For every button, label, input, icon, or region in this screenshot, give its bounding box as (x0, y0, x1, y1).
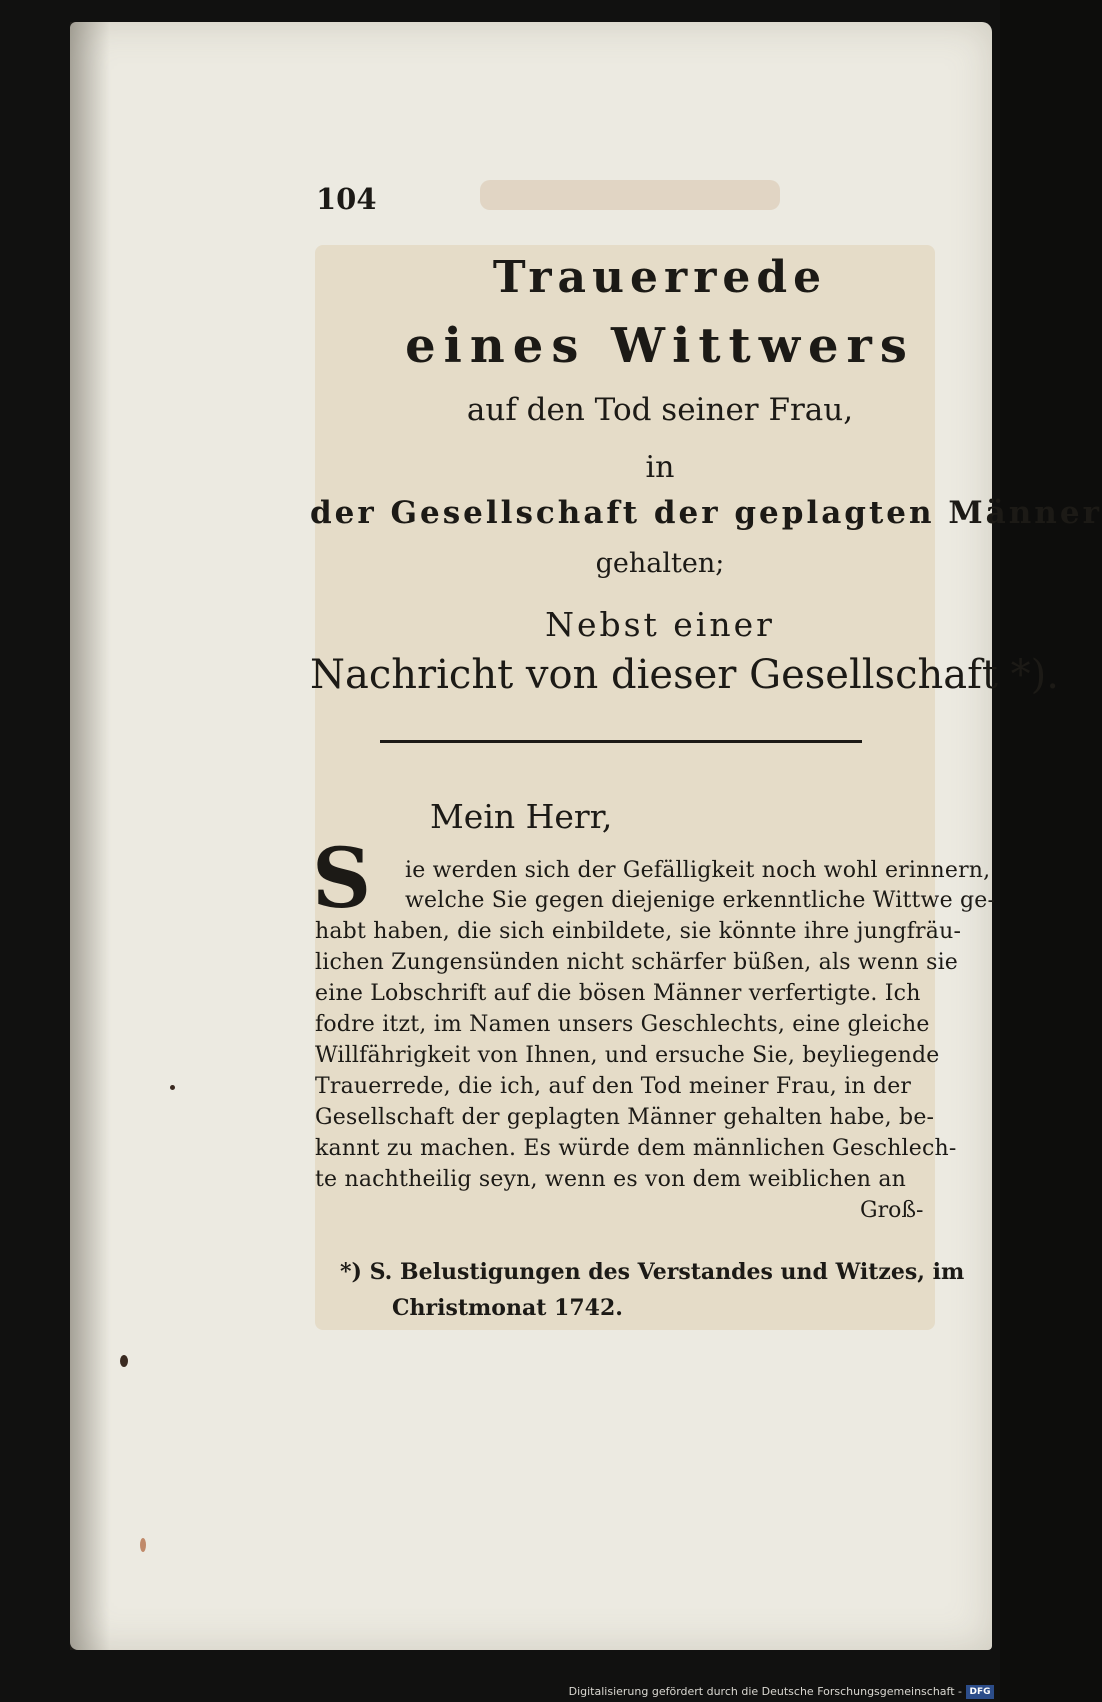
salutation: Mein Herr, (430, 797, 613, 836)
bleed-through-mark (480, 180, 780, 210)
title-line: Trauerrede (492, 252, 828, 303)
body-line: kannt zu machen. Es würde dem männlichen Geschlech- (315, 1136, 957, 1161)
footnote-line: *) S. Belustigungen des Verstandes und Witzes, im (340, 1259, 965, 1285)
body-line: habt haben, die sich einbildete, sie könnte ihre jungfräu- (315, 919, 962, 944)
title-line: auf den Tod seiner Frau, (466, 392, 854, 428)
body-line: Willfährigkeit von Ihnen, und ersuche Sie, beyliegende (315, 1043, 940, 1068)
spine-shadow (70, 22, 110, 1650)
title-line: gehalten; (595, 548, 725, 579)
title-line: der Gesellschaft der geplagten Männer (310, 495, 1102, 531)
divider-rule (380, 740, 862, 743)
catchword: Groß- (860, 1198, 924, 1223)
digitization-credit: Digitalisierung gefördert durch die Deutsche Forschungsgemeinschaft - (568, 1685, 962, 1698)
page-number: 104 (316, 182, 377, 216)
body-line: Trauerrede, die ich, auf den Tod meiner Frau, in der (315, 1074, 912, 1099)
body-line: fodre itzt, im Namen unsers Geschlechts, eine gleiche (315, 1012, 930, 1037)
ink-speck (140, 1538, 146, 1552)
dfg-logo: DFG (966, 1685, 994, 1699)
title-line: Nebst einer (545, 605, 775, 644)
footnote-line: Christmonat 1742. (392, 1295, 623, 1321)
title-line: Nachricht von dieser Gesellschaft *). (310, 652, 1060, 698)
body-line: eine Lobschrift auf die bösen Männer verfertigte. Ich (315, 981, 921, 1006)
drop-cap: S (312, 831, 372, 927)
title-line: eines Wittwers (405, 318, 915, 374)
ink-speck (120, 1355, 128, 1367)
ink-speck (170, 1085, 175, 1090)
body-line: ie werden sich der Gefälligkeit noch wohl erinnern, (405, 858, 991, 883)
body-line: Gesellschaft der geplagten Männer gehalten habe, be- (315, 1105, 935, 1130)
body-line: welche Sie gegen diejenige erkenntliche Wittwe ge- (405, 888, 996, 913)
body-line: te nachtheilig seyn, wenn es von dem weiblichen an (315, 1167, 907, 1192)
title-line: in (645, 450, 675, 485)
body-line: lichen Zungensünden nicht schärfer büßen, als wenn sie (315, 950, 959, 975)
